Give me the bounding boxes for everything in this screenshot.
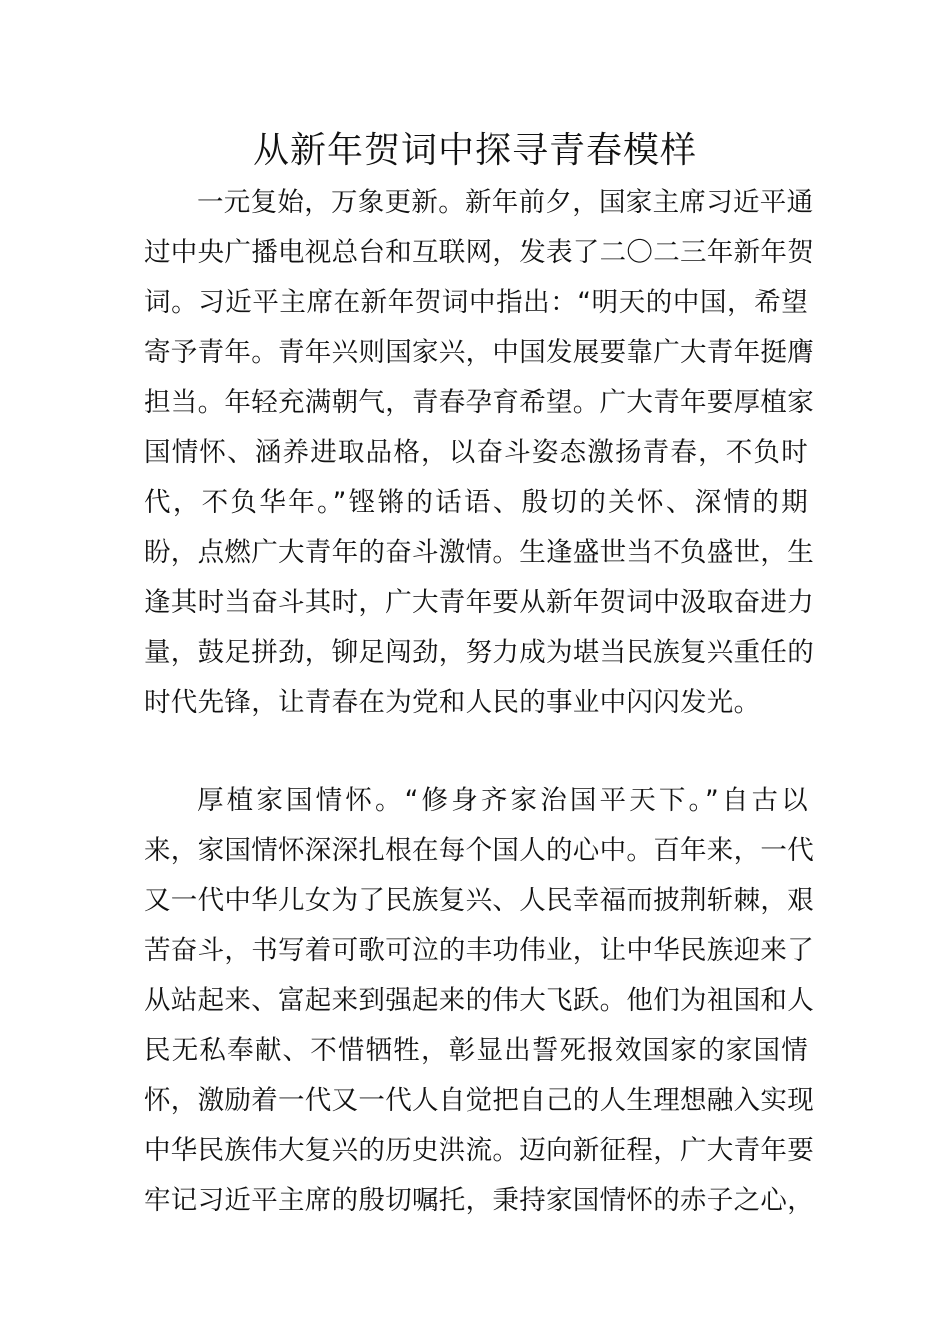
paragraph-line: 寄予青年。青年兴则国家兴，中国发展要靠广大青年挺膺 bbox=[144, 337, 814, 368]
paragraph-line: 牢记习近平主席的殷切嘱托，秉持家国情怀的赤子之心， bbox=[144, 1185, 814, 1216]
paragraph-line: 苦奋斗，书写着可歌可泣的丰功伟业，让中华民族迎来了 bbox=[144, 935, 814, 966]
paragraph-line: 逢其时当奋斗其时，广大青年要从新年贺词中汲取奋进力 bbox=[144, 587, 814, 618]
paragraph-line: 从站起来、富起来到强起来的伟大飞跃。他们为祖国和人 bbox=[144, 985, 814, 1016]
paragraph-intro bbox=[144, 178, 814, 728]
paragraph-line: 时代先锋，让青春在为党和人民的事业中闪闪发光。 bbox=[144, 687, 761, 718]
paragraph-line: 词。习近平主席在新年贺词中指出：“明天的中国，希望 bbox=[144, 287, 808, 318]
paragraph-line: 盼，点燃广大青年的奋斗激情。生逢盛世当不负盛世，生 bbox=[144, 537, 814, 568]
paragraph-line: 又一代中华儿女为了民族复兴、人民幸福而披荆斩棘，艰 bbox=[144, 885, 814, 916]
paragraph-line: 一元复始，万象更新。新年前夕，国家主席习近平通 bbox=[197, 187, 814, 218]
paragraph-line: 怀，激励着一代又一代人自觉把自己的人生理想融入实现 bbox=[144, 1085, 814, 1116]
paragraph-line: 代，不负华年。”铿锵的话语、殷切的关怀、深情的期 bbox=[144, 487, 808, 518]
paragraph-line: 来，家国情怀深深扎根在每个国人的心中。百年来，一代 bbox=[144, 835, 814, 866]
paragraph-line: 担当。年轻充满朝气，青春孕育希望。广大青年要厚植家 bbox=[144, 387, 814, 418]
paragraph-line: 国情怀、涵养进取品格，以奋斗姿态激扬青春，不负时 bbox=[144, 437, 808, 468]
paragraph-line: 厚植家国情怀。“修身齐家治国平天下。”自古以 bbox=[197, 785, 808, 816]
document-title: 从新年贺词中探寻青春模样 bbox=[252, 130, 697, 171]
paragraph-line: 民无私奉献、不惜牺牲，彰显出誓死报效国家的家国情 bbox=[144, 1035, 808, 1066]
paragraph-line: 过中央广播电视总台和互联网，发表了二〇二三年新年贺 bbox=[144, 237, 814, 268]
paragraph-patriotism bbox=[144, 776, 814, 1226]
paragraph-line: 中华民族伟大复兴的历史洪流。迈向新征程，广大青年要 bbox=[144, 1135, 814, 1166]
paragraph-line: 量，鼓足拼劲，铆足闯劲，努力成为堪当民族复兴重任的 bbox=[144, 637, 814, 668]
